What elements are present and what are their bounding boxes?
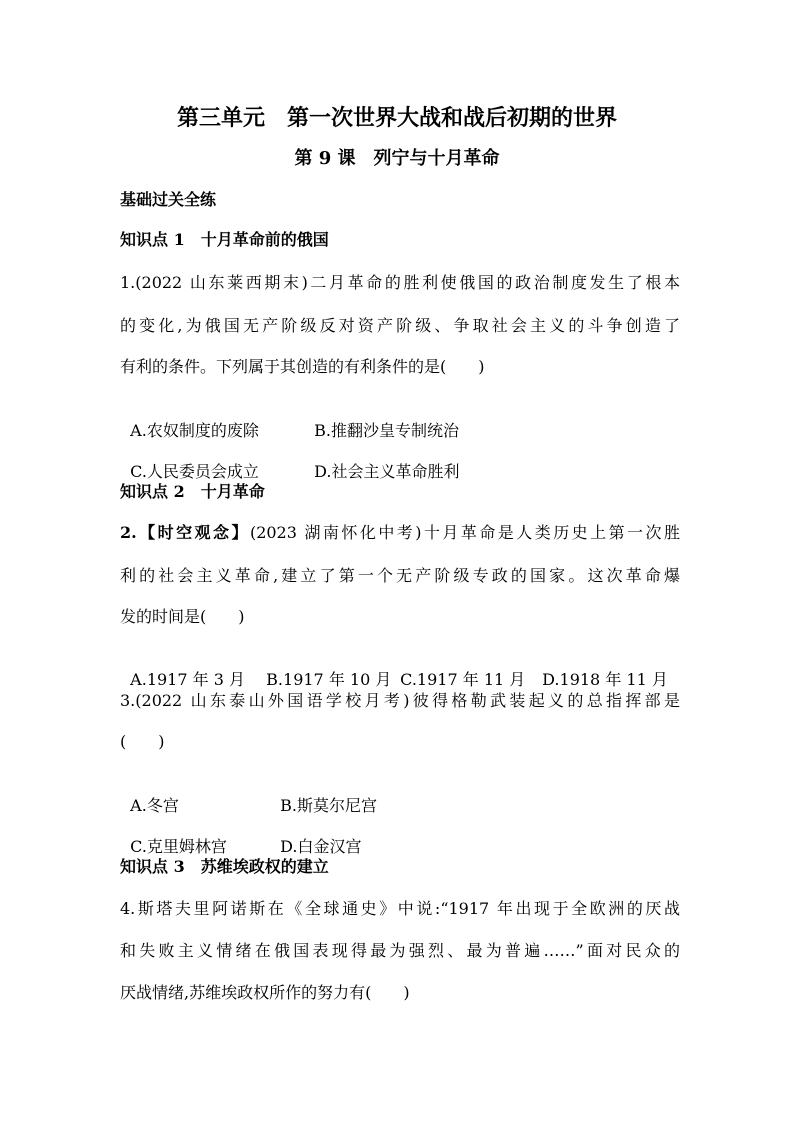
unit-title: 第三单元 第一次世界大战和战后初期的世界 xyxy=(176,105,617,131)
question-1-option-b[interactable]: B.推翻沙皇专制统治 xyxy=(314,421,460,440)
question-4-line-2: 和失败主义情绪在俄国表现得最为强烈、最为普遍……”面对民众的 xyxy=(120,941,680,960)
question-4-line-1: 4.斯塔夫里阿诺斯在《全球通史》中说:“1917 年出现于全欧洲的厌战 xyxy=(120,899,680,918)
question-3-option-a[interactable]: A.冬宫 xyxy=(130,796,179,815)
question-2-line-1 xyxy=(120,522,680,544)
question-1-option-d[interactable]: D.社会主义革命胜利 xyxy=(314,462,460,481)
question-2-line-1-text: (2023 湖南怀化中考)十月革命是人类历史上第一次胜 xyxy=(249,523,680,542)
question-1-options-row-2 xyxy=(120,439,680,483)
question-1-options-row-1 xyxy=(120,398,680,442)
question-2-line-3: 发的时间是( ) xyxy=(120,607,245,626)
question-1-option-a[interactable]: A.农奴制度的废除 xyxy=(130,421,259,440)
question-3-option-c[interactable]: C.克里姆林宫 xyxy=(130,837,227,856)
section-title: 基础过关全练 xyxy=(120,190,217,209)
question-2-option-a[interactable]: A.1917 年 3 月 xyxy=(130,670,245,689)
question-2-option-c[interactable]: C.1917 年 11 月 xyxy=(400,670,526,689)
question-3-option-d[interactable]: D.白金汉宫 xyxy=(280,837,362,856)
question-1-line-2: 的变化,为俄国无产阶级反对资产阶级、争取社会主义的斗争创造了 xyxy=(120,316,680,335)
question-2-option-b[interactable]: B.1917 年 10 月 xyxy=(266,670,392,689)
question-3-option-b[interactable]: B.斯莫尔尼宫 xyxy=(280,796,378,815)
knowledge-point-3-title: 知识点 3 苏维埃政权的建立 xyxy=(120,857,329,876)
question-1-line-3: 有利的条件。下列属于其创造的有利条件的是( ) xyxy=(120,357,485,376)
question-2-line-2: 利的社会主义革命,建立了第一个无产阶级专政的国家。这次革命爆 xyxy=(120,566,680,585)
question-2-tag: 2.【时空观念】 xyxy=(120,523,250,542)
knowledge-point-2-title: 知识点 2 十月革命 xyxy=(120,482,265,501)
question-3-line-1: 3.(2022 山东泰山外国语学校月考)彼得格勒武装起义的总指挥部是 xyxy=(120,691,680,710)
question-2-option-d[interactable]: D.1918 年 11 月 xyxy=(542,670,668,689)
question-3-options-row-1 xyxy=(120,773,680,817)
lesson-title: 第 9 课 列宁与十月革命 xyxy=(294,148,500,169)
question-4-line-3: 厌战情绪,苏维埃政权所作的努力有( ) xyxy=(120,983,410,1002)
knowledge-point-1-title: 知识点 1 十月革命前的俄国 xyxy=(120,230,329,249)
question-3-line-2: ( ) xyxy=(120,732,165,751)
question-1-line-1: 1.(2022 山东莱西期末)二月革命的胜利使俄国的政治制度发生了根本 xyxy=(120,273,680,292)
question-2-options-row xyxy=(120,647,680,691)
question-3-options-row-2 xyxy=(120,814,680,858)
question-1-option-c[interactable]: C.人民委员会成立 xyxy=(130,462,259,481)
